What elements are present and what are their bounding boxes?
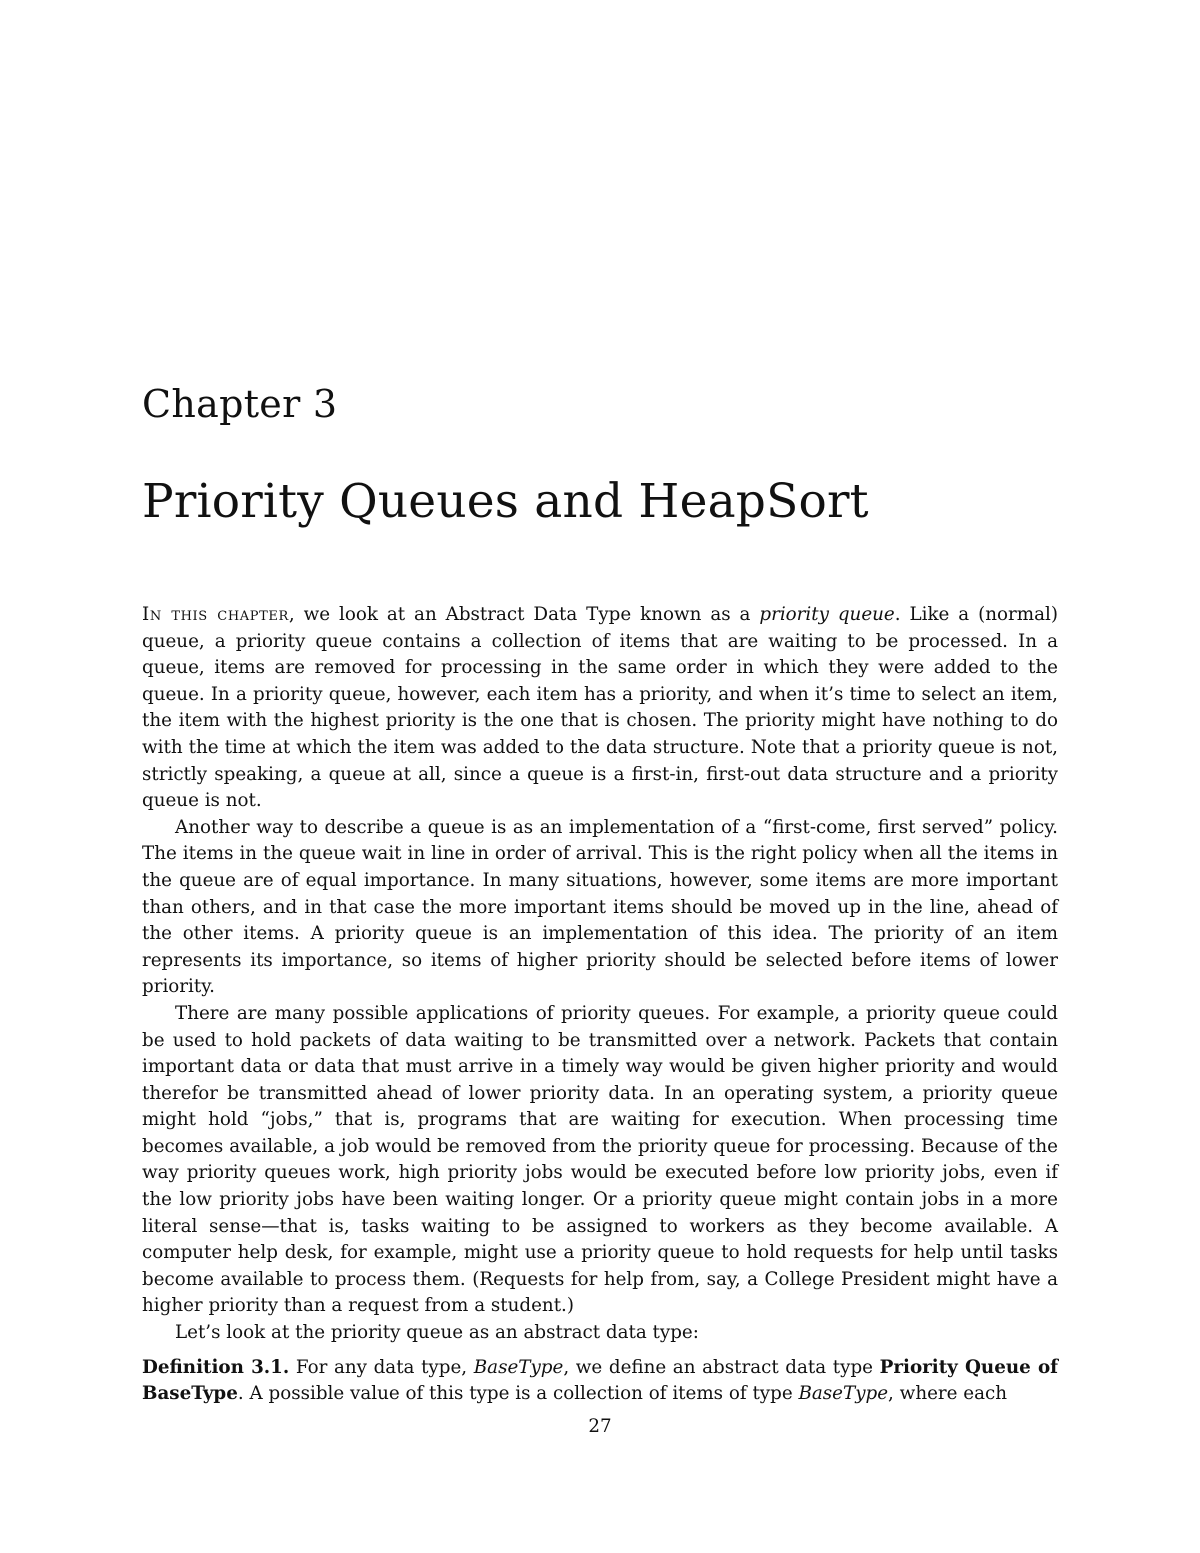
- paragraph-queue-policy: Another way to describe a queue is as an implementation of a “first-come, first served” policy. The items in the queue wait in line in order of arrival. This is the right policy when all the items in the queue are of equal importance. In many situations, however, some items are more important than others, and in that case the more important items should be moved up in the line, ahead of the other items. A priority queue is an implementation of this idea. The priority of an item represents its importance, so items of higher priority should be selected before items of lower priority.: [142, 816, 1058, 998]
- definition-block: [142, 1355, 1058, 1408]
- definition-text-3: . A possible value of this type is a collection of items of type: [237, 1383, 799, 1405]
- intro-text-before-term: , we look at an Abstract Data Type known as a: [288, 604, 760, 625]
- intro-term: priority queue: [759, 604, 895, 625]
- definition-text-1: For any data type,: [289, 1356, 474, 1378]
- paragraph-applications: There are many possible applications of priority queues. For example, a priority queue could be used to hold packets of data waiting to be transmitted over a network. Packets that contain important data or data that must arrive in a timely way would be given higher priority and would therefor be transmitted ahead of lower priority data. In an operating system, a priority queue might hold “jobs,” that is, programs that are waiting for execution. When processing time becomes available, a job would be removed from the priority queue for processing. Because of the way priority queues work, high priority jobs would be executed before low priority jobs, even if the low priority jobs have been waiting longer. Or a priority queue might contain jobs in a more literal sense—that is, tasks waiting to be assigned to workers as they become available. A computer help desk, for example, might use a priority queue to hold requests for help until tasks become available to process them. (Requests for help from, say, a College President might have a higher priority than a request from a student.): [142, 1002, 1058, 1317]
- intro-text-after-term: . Like a (normal) queue, a priority queue contains a collection of items that are waiting to be processed. In a queue, items are removed for processing in the same order in which they were added to the queue. In a priority queue, however, each item has a priority, and when it’s time to select an item, the item with the highest priority is the one that is chosen. The priority might have nothing to do with the time at which the item was added to the data structure. Note that a priority queue is not, strictly speaking, a queue at all, since a queue is a first-in, first-out data structure and a priority queue is not.: [142, 604, 1058, 812]
- body-text: [142, 602, 1058, 1408]
- definition-text-2: , we define an abstract data type: [563, 1356, 880, 1378]
- intro-paragraph: [142, 602, 1058, 815]
- page-number: 27: [588, 1416, 612, 1437]
- definition-text-4: , where each: [888, 1383, 1008, 1405]
- definition-basetype-1: BaseType: [473, 1356, 564, 1378]
- chapter-label: Chapter 3: [142, 382, 338, 426]
- definition-adt-name: Priority Queue of BaseType: [142, 1356, 1059, 1405]
- paragraph-adt-intro: Let’s look at the priority queue as an abstract data type:: [175, 1322, 699, 1344]
- definition-basetype-2: BaseType: [798, 1383, 889, 1405]
- intro-lead: In this chapter: [142, 604, 289, 625]
- definition-label: Definition 3.1.: [142, 1356, 290, 1378]
- chapter-title: Priority Queues and HeapSort: [142, 474, 869, 529]
